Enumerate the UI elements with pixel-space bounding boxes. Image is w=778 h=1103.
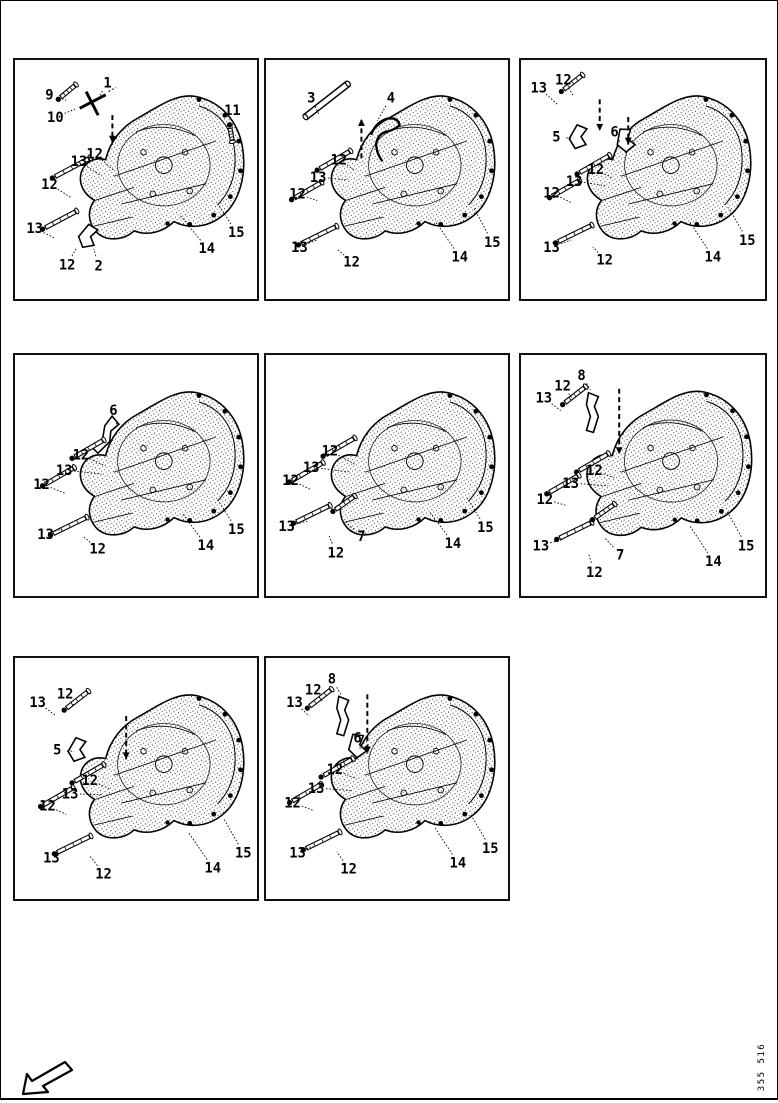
callout-label: 13 [26, 221, 43, 238]
callout-label: 12 [289, 186, 306, 203]
callout-label: 13 [302, 460, 320, 477]
diagram-panel-1 [13, 58, 259, 301]
callout-leader-line [474, 208, 488, 234]
callout-label: 15 [228, 225, 245, 242]
panel-illustration [266, 355, 508, 596]
callout-label: 12 [284, 795, 301, 812]
bolt-sketch [54, 81, 79, 103]
gearbox-housing-illustration [331, 96, 494, 239]
panel-illustration [15, 355, 257, 596]
diagram-panel-3 [519, 58, 767, 301]
callout-label: 13 [565, 173, 583, 190]
diagram-panel-7 [13, 656, 259, 901]
callout-label: 13 [562, 475, 579, 492]
callout-label: 14 [197, 537, 215, 554]
callout-label: 15 [483, 234, 501, 251]
callout-leader-line [329, 535, 332, 544]
diagram-panel-5 [264, 353, 510, 598]
callout-label: 12 [81, 772, 99, 789]
insertion-dashed-arrow-icon [596, 99, 603, 130]
gearbox-housing-illustration [80, 96, 245, 242]
callout-label: 15 [738, 232, 756, 249]
figure-code-text: 355 516 [757, 1042, 767, 1092]
callout-leader-line [90, 856, 98, 866]
callout-label: 14 [198, 240, 216, 257]
callout-label: 12 [321, 443, 339, 460]
callout-label: 12 [39, 798, 56, 815]
callout-label: 8 [327, 671, 337, 688]
callout-label: 6 [109, 403, 118, 419]
panel-illustration [521, 355, 765, 596]
callout-label: 14 [444, 535, 462, 552]
callout-label: 12 [343, 254, 360, 271]
gearbox-housing-illustration [331, 392, 494, 535]
callout-label: 12 [72, 447, 90, 464]
callout-label: 14 [204, 860, 222, 877]
callout-leader-line [569, 88, 574, 95]
callout-label: 10 [47, 109, 64, 126]
callout-leader-line [552, 404, 561, 411]
diagram-panel-6 [519, 353, 767, 598]
panel-illustration [266, 658, 508, 899]
callout-label: 2 [94, 258, 103, 275]
callout-label: 12 [33, 476, 50, 493]
bolt-sketch [39, 207, 80, 233]
callout-label: 13 [307, 780, 325, 797]
callout-label: 12 [41, 176, 58, 193]
bracketB-sketch [337, 696, 349, 735]
callout-label: 12 [586, 463, 603, 480]
callout-label: 12 [536, 491, 554, 508]
callout-label: 12 [330, 152, 348, 169]
callout-leader-line [546, 94, 558, 105]
callout-label: 12 [587, 162, 605, 179]
callout-label: 8 [577, 367, 586, 384]
callout-label: 12 [554, 378, 572, 395]
callout-leader-line [604, 537, 613, 547]
callout-label: 7 [616, 547, 625, 564]
callout-label: 3 [307, 90, 316, 107]
callout-label: 7 [357, 528, 366, 545]
callout-leader-line [56, 810, 66, 815]
callout-label: 12 [95, 866, 112, 883]
callout-leader-line [593, 247, 598, 253]
callout-label: 14 [451, 249, 469, 266]
callout-label: 12 [596, 252, 613, 269]
callout-label: 12 [326, 762, 344, 779]
callout-leader-line [224, 818, 239, 844]
figure-code [757, 1036, 769, 1098]
callout-label: 12 [89, 541, 106, 558]
callout-label: 13 [535, 390, 553, 407]
callout-leader-line [471, 814, 486, 839]
bracketA-sketch [569, 125, 587, 149]
callout-label: 6 [353, 730, 362, 747]
gearbox-housing-illustration [80, 392, 243, 535]
callout-label: 12 [282, 472, 299, 489]
callout-label: 13 [70, 154, 88, 171]
callout-leader-line [188, 832, 207, 859]
callout-label: 13 [61, 786, 79, 803]
callout-label: 12 [86, 146, 103, 163]
callout-leader-line [302, 806, 313, 810]
callout-label: 15 [737, 538, 755, 555]
callout-label: 12 [555, 72, 572, 89]
callout-label: 1 [103, 75, 112, 92]
callout-label: 14 [449, 855, 467, 872]
callout-label: 13 [55, 463, 73, 480]
bolt-sketch [553, 519, 595, 544]
callout-leader-line [588, 553, 591, 562]
callout-label: 12 [56, 686, 74, 703]
callout-leader-line [554, 502, 566, 506]
callout-label: 13 [289, 845, 306, 862]
diagram-panel-8 [264, 656, 510, 901]
callout-leader-line [299, 484, 311, 490]
callout-label: 12 [327, 545, 345, 562]
callout-label: 4 [386, 90, 396, 107]
callout-label: 13 [530, 80, 548, 97]
callout-label: 5 [552, 129, 561, 146]
callout-label: 15 [234, 845, 252, 862]
callout-label: 14 [704, 249, 722, 266]
callout-label: 12 [543, 185, 560, 202]
callout-label: 13 [37, 526, 54, 543]
callout-label: 5 [53, 742, 62, 759]
bracketB-sketch [586, 393, 598, 433]
callout-label: 14 [705, 554, 722, 571]
callout-label: 12 [586, 565, 603, 582]
panel-illustration [521, 60, 765, 299]
callout-leader-line [337, 687, 341, 694]
callout-label: 13 [29, 695, 46, 712]
callout-label: 12 [340, 861, 357, 878]
callout-leader-line [94, 249, 96, 256]
callout-leader-line [560, 197, 571, 202]
callout-leader-line [64, 109, 75, 113]
callout-leader-line [58, 189, 71, 197]
bracketA-sketch [68, 738, 86, 762]
callout-label: 15 [228, 522, 245, 539]
gearbox-housing-illustration [331, 695, 494, 838]
panel-illustration [266, 60, 508, 299]
callout-label: 11 [224, 103, 241, 120]
callout-label: 9 [45, 87, 54, 104]
callout-label: 15 [477, 520, 494, 537]
gearbox-housing-illustration [587, 96, 750, 239]
callout-leader-line [72, 249, 76, 256]
callout-leader-line [727, 512, 741, 537]
callout-label: 13 [532, 538, 550, 555]
bolt-sketch [300, 828, 343, 853]
direction-arrow-icon [15, 1057, 77, 1099]
callout-label: 6 [610, 124, 619, 141]
callout-leader-line [435, 828, 452, 854]
callout-leader-line [46, 708, 57, 716]
gearbox-housing-illustration [587, 391, 752, 535]
callout-leader-line [51, 488, 66, 494]
bolt-sketch [290, 502, 333, 527]
panel-illustration [15, 60, 257, 299]
callout-label: 12 [58, 257, 76, 274]
diagram-panel-4 [13, 353, 259, 598]
callout-label: 13 [278, 519, 295, 536]
callout-leader-line [43, 233, 54, 238]
panel-illustration [15, 658, 257, 899]
callout-leader-line [337, 852, 343, 861]
callout-label: 13 [286, 695, 303, 712]
callout-label: 15 [482, 840, 499, 857]
callout-label: 13 [291, 239, 308, 256]
callout-label: 12 [304, 682, 322, 699]
diagram-panel-2 [264, 58, 510, 301]
callout-leader-line [307, 197, 317, 201]
callout-label: 13 [43, 850, 60, 867]
callout-label: 13 [309, 169, 327, 186]
callout-leader-line [690, 526, 708, 553]
callout-label: 13 [543, 239, 560, 256]
